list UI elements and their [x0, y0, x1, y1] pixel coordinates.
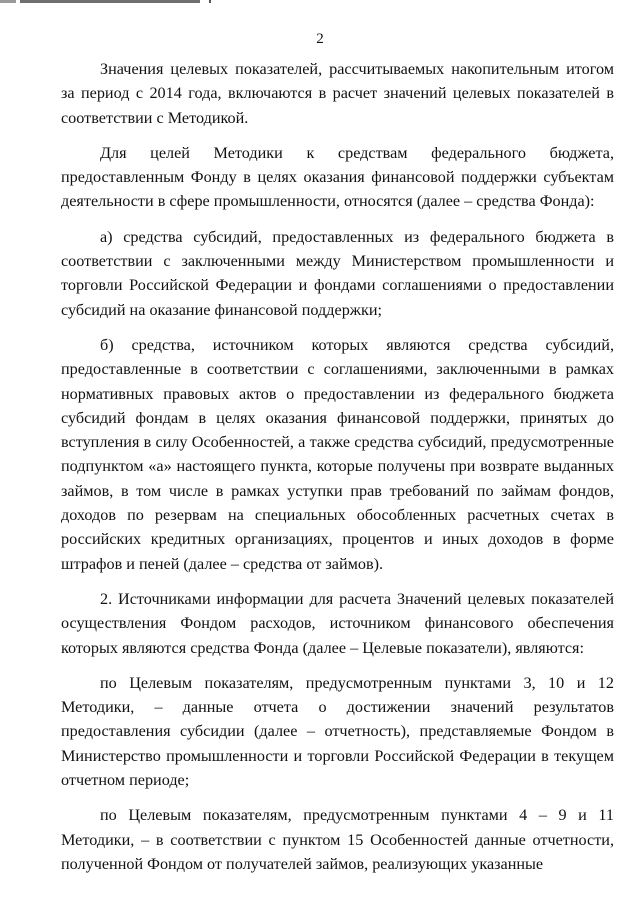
paragraph-item-a: а) средства субсидий, предоставленных из федерального бюджета в соответствии с заключенными между Министерством промышленности и торговли Российской Федерации и фондами соглашениями о предоставлении субсидий на оказание финансовой поддержки;: [61, 227, 614, 319]
paragraph-target-values-note: Значения целевых показателей, рассчитываемых накопительным итогом за период с 2014 года, включаются в расчет значений целевых показателей в соответствии с Методикой.: [61, 60, 614, 127]
page-number: 2: [316, 31, 324, 47]
document-body: [61, 57, 614, 887]
paragraph-indicators-3-10-12: по Целевым показателям, предусмотренным пунктами 3, 10 и 12 Методики, – данные отчета о достижении значений результатов предоставления субсидии (далее – отчетность), представляемые Фондом в Министерство промышленности и торговли Российской Федерации в текущем отчетном периоде;: [61, 673, 614, 790]
paragraph-item-b: б) средства, источником которых являются средства субсидий, предоставленные в соответствии с соглашениями, заключенными в рамках нормативных правовых актов о предоставлении из федерального бюджета субсидий фондам в целях оказания финансовой поддержки, принятых до вступления в силу Особенностей, а также средства субсидий, предусмотренные подпунктом «а» настоящего пункта, которые получены при возврате выданных займов, в том числе в рамках уступки прав требований по займам фондов, доходов по резервам на специальных обособленных расчетных счетах в российских кредитных организациях, процентов и иных доходов в форме штрафов и пеней (далее – средства от займов).: [61, 335, 614, 573]
paragraph-section-2-sources: 2. Источниками информации для расчета Значений целевых показателей осуществления Фондом расходов, источником финансового обеспечения которых являются средства Фонда (далее – Целевые показатели), являются:: [61, 589, 614, 657]
scan-edge: [0, 0, 640, 3]
paragraph-fund-resources-definition: Для целей Методики к средствам федерального бюджета, предоставленным Фонду в целях оказания финансовой поддержки субъектам деятельности в сфере промышленности, относятся (далее – средства Фонда):: [61, 143, 614, 211]
paragraph-indicators-4-9-11: по Целевым показателям, предусмотренным пунктами 4 – 9 и 11 Методики, – в соответствии с пунктом 15 Особенностей данные отчетности, полученной Фондом от получателей займов, реализующих указанные: [61, 806, 614, 873]
